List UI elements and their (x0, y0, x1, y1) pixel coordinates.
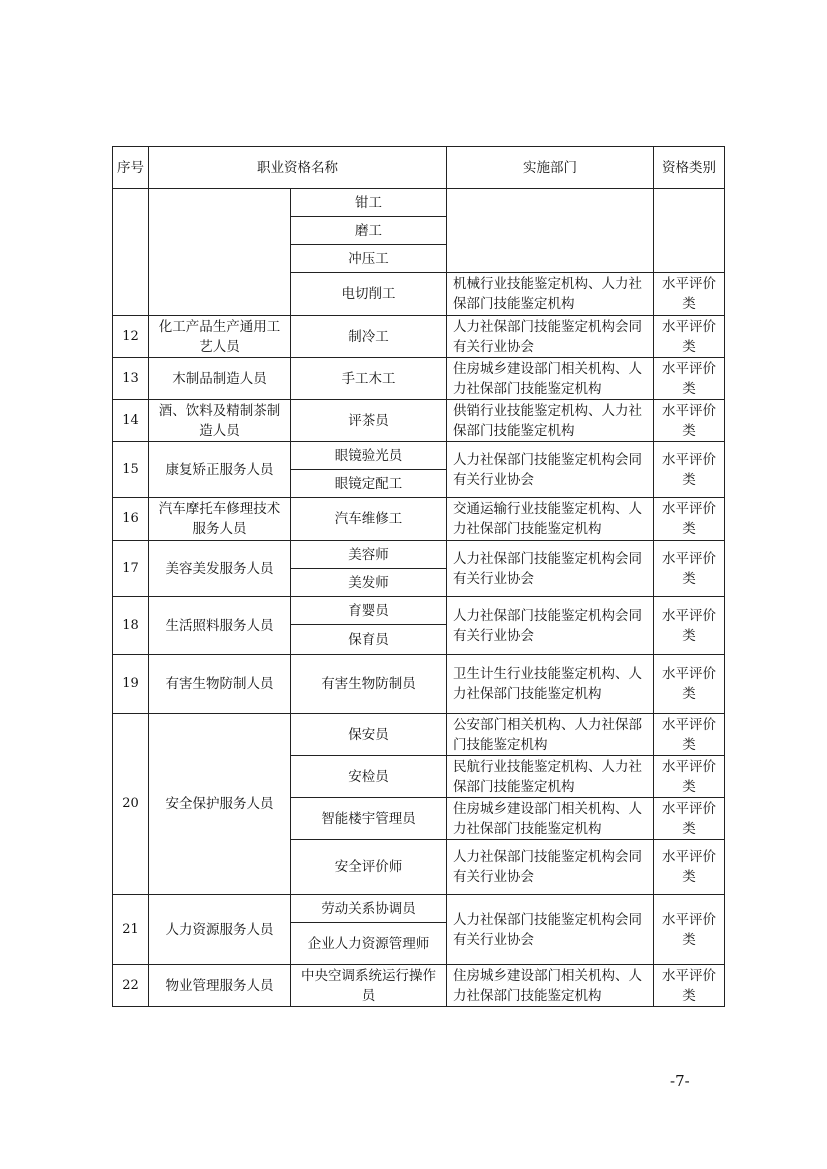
occupation-name: 眼镜验光员 (291, 442, 447, 470)
row-seq: 15 (113, 442, 149, 498)
occupation-name: 磨工 (291, 217, 447, 245)
qualification-table (112, 146, 725, 1007)
occupation-name: 企业人力资源管理师 (291, 923, 447, 965)
table-row (113, 316, 725, 358)
header-seq: 序号 (113, 147, 149, 189)
row-category: 物业管理服务人员 (149, 965, 291, 1007)
qualification-type: 水平评价类 (654, 541, 725, 597)
occupation-name: 钳工 (291, 189, 447, 217)
table-row (113, 965, 725, 1007)
row-seq: 18 (113, 597, 149, 655)
row-category: 人力资源服务人员 (149, 895, 291, 965)
row-category: 汽车摩托车修理技术服务人员 (149, 498, 291, 541)
occupation-name: 中央空调系统运行操作员 (291, 965, 447, 1007)
qualification-type: 水平评价类 (654, 400, 725, 442)
row-category: 有害生物防制人员 (149, 655, 291, 714)
qualification-type: 水平评价类 (654, 273, 725, 316)
qualification-type: 水平评价类 (654, 714, 725, 756)
department: 人力社保部门技能鉴定机构会同有关行业协会 (447, 597, 654, 655)
occupation-name: 眼镜定配工 (291, 470, 447, 498)
row-seq: 22 (113, 965, 149, 1007)
department: 供销行业技能鉴定机构、人力社保部门技能鉴定机构 (447, 400, 654, 442)
table-header-row (113, 147, 725, 189)
row-seq: 16 (113, 498, 149, 541)
occupation-name: 汽车维修工 (291, 498, 447, 541)
qualification-type: 水平评价类 (654, 358, 725, 400)
row-category: 安全保护服务人员 (149, 714, 291, 895)
row-seq: 19 (113, 655, 149, 714)
row-seq: 13 (113, 358, 149, 400)
occupation-name: 安全评价师 (291, 840, 447, 895)
department: 卫生计生行业技能鉴定机构、人力社保部门技能鉴定机构 (447, 655, 654, 714)
department: 公安部门相关机构、人力社保部门技能鉴定机构 (447, 714, 654, 756)
header-dept: 实施部门 (447, 147, 654, 189)
row-seq: 20 (113, 714, 149, 895)
department (447, 189, 654, 273)
department: 人力社保部门技能鉴定机构会同有关行业协会 (447, 541, 654, 597)
table-row (113, 442, 725, 470)
table-row (113, 714, 725, 756)
page-number: -7- (670, 1072, 690, 1090)
row-seq: 14 (113, 400, 149, 442)
row-seq: 21 (113, 895, 149, 965)
occupation-name: 手工木工 (291, 358, 447, 400)
occupation-name: 美容师 (291, 541, 447, 569)
qualification-type: 水平评价类 (654, 316, 725, 358)
occupation-name: 电切削工 (291, 273, 447, 316)
header-type: 资格类别 (654, 147, 725, 189)
header-name: 职业资格名称 (149, 147, 447, 189)
occupation-name: 保育员 (291, 625, 447, 655)
department: 机械行业技能鉴定机构、人力社保部门技能鉴定机构 (447, 273, 654, 316)
row-category: 生活照料服务人员 (149, 597, 291, 655)
occupation-name: 制冷工 (291, 316, 447, 358)
table-row (113, 597, 725, 625)
table-row (113, 498, 725, 541)
department: 人力社保部门技能鉴定机构会同有关行业协会 (447, 840, 654, 895)
qualification-type: 水平评价类 (654, 895, 725, 965)
row-category: 化工产品生产通用工艺人员 (149, 316, 291, 358)
department: 人力社保部门技能鉴定机构会同有关行业协会 (447, 895, 654, 965)
department: 人力社保部门技能鉴定机构会同有关行业协会 (447, 316, 654, 358)
row-category: 酒、饮料及精制茶制造人员 (149, 400, 291, 442)
qualification-type: 水平评价类 (654, 756, 725, 798)
table-row (113, 358, 725, 400)
occupation-name: 育婴员 (291, 597, 447, 625)
occupation-name: 保安员 (291, 714, 447, 756)
row-category: 康复矫正服务人员 (149, 442, 291, 498)
table-row (113, 655, 725, 714)
qualification-type: 水平评价类 (654, 965, 725, 1007)
table-row (113, 400, 725, 442)
table-row (113, 189, 725, 217)
occupation-name: 智能楼宇管理员 (291, 798, 447, 840)
department: 人力社保部门技能鉴定机构会同有关行业协会 (447, 442, 654, 498)
qualification-type: 水平评价类 (654, 840, 725, 895)
row-seq: 17 (113, 541, 149, 597)
qualification-type (654, 189, 725, 273)
qualification-type: 水平评价类 (654, 498, 725, 541)
department: 民航行业技能鉴定机构、人力社保部门技能鉴定机构 (447, 756, 654, 798)
row-category: 美容美发服务人员 (149, 541, 291, 597)
qualification-type: 水平评价类 (654, 798, 725, 840)
table-row (113, 541, 725, 569)
department: 住房城乡建设部门相关机构、人力社保部门技能鉴定机构 (447, 965, 654, 1007)
row-category (149, 189, 291, 316)
occupation-name: 劳动关系协调员 (291, 895, 447, 923)
department: 住房城乡建设部门相关机构、人力社保部门技能鉴定机构 (447, 358, 654, 400)
occupation-name: 冲压工 (291, 245, 447, 273)
table-row (113, 895, 725, 923)
row-seq: 12 (113, 316, 149, 358)
qualification-type: 水平评价类 (654, 655, 725, 714)
department: 交通运输行业技能鉴定机构、人力社保部门技能鉴定机构 (447, 498, 654, 541)
occupation-name: 安检员 (291, 756, 447, 798)
occupation-name: 评茶员 (291, 400, 447, 442)
row-seq (113, 189, 149, 316)
occupation-name: 美发师 (291, 569, 447, 597)
row-category: 木制品制造人员 (149, 358, 291, 400)
qualification-type: 水平评价类 (654, 442, 725, 498)
department: 住房城乡建设部门相关机构、人力社保部门技能鉴定机构 (447, 798, 654, 840)
occupation-name: 有害生物防制员 (291, 655, 447, 714)
qualification-type: 水平评价类 (654, 597, 725, 655)
